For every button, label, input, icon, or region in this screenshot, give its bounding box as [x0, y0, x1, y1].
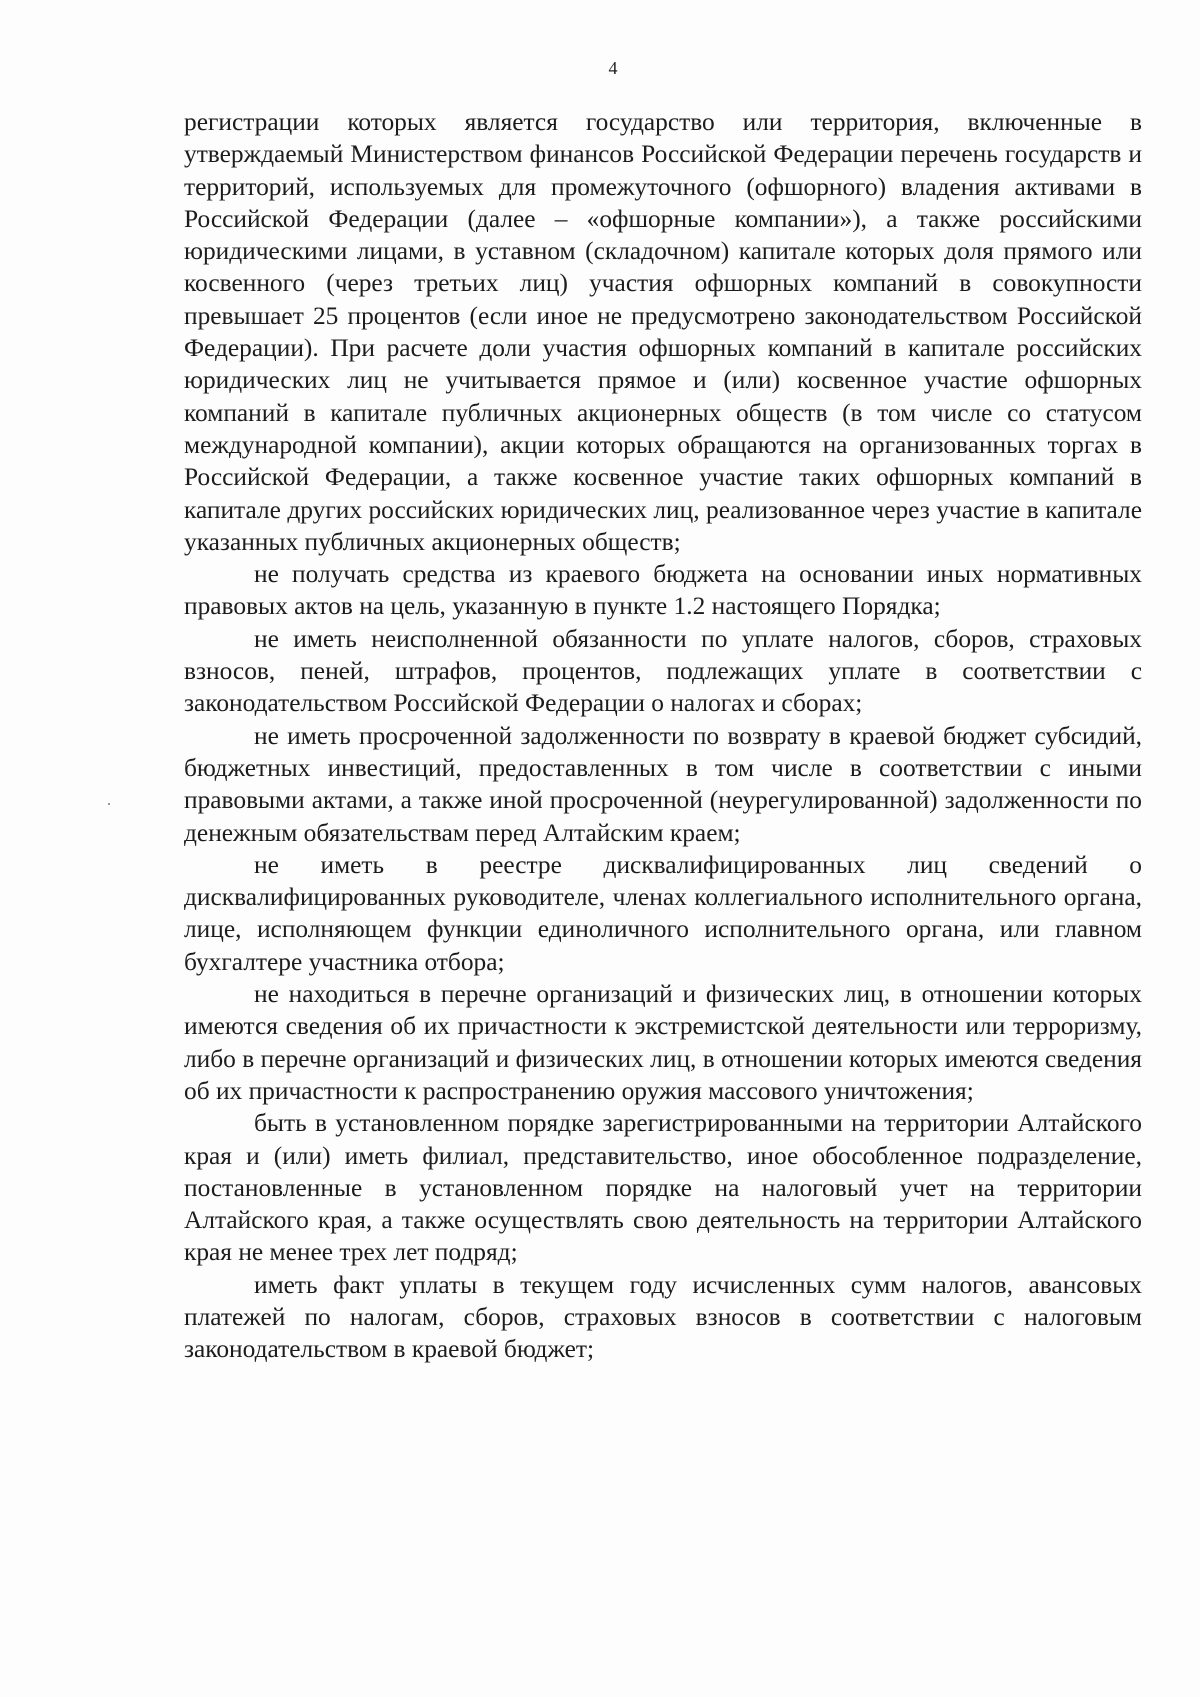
- page-number: 4: [608, 58, 618, 78]
- paragraph-extremism-list: не находиться в перечне организаций и физических лиц, в отношении которых имеются сведения об их причастности к экстремистской деятельности или терроризму, либо в перечне организаций и физических лиц, в отношении которых имеются сведения об их причастности к распространению оружия массового уничтожения;: [184, 980, 1142, 1105]
- paragraph-offshore-companies: регистрации которых является государство или территория, включенные в утверждаемый Министерством финансов Российской Федерации перечень государств и территорий, используемых для промежуточного (офшорного) владения активами в Российской Федерации (далее – «офшорные компании»), а также российскими юридическими лицами, в уставном (складочном) капитале которых доля прямого или косвенного (через третьих лиц) участия офшорных компаний в совокупности превышает 25 процентов (если иное не предусмотрено законодательством Российской Федерации). При расчете доли участия офшорных компаний в капитале российских юридических лиц не учитывается прямое и (или) косвенное участие офшорных компаний в капитале публичных акционерных обществ (в том числе со статусом международной компании), акции которых обращаются на организованных торгах в Российской Федерации, а также косвенное участие таких офшорных компаний в капитале других российских юридических лиц, реализованное через участие в капитале указанных публичных акционерных обществ;: [184, 108, 1142, 556]
- paragraph-tax-payment-fact: иметь факт уплаты в текущем году исчисленных сумм налогов, авансовых платежей по налогам, сборов, страховых взносов в соответствии с налоговым законодательством в краевой бюджет;: [184, 1270, 1142, 1364]
- paragraph-no-overdue-debt: не иметь просроченной задолженности по возврату в краевой бюджет субсидий, бюджетных инвестиций, предоставленных в том числе в соответствии с иными правовыми актами, а также иной просроченной (неурегулированной) задолженности по денежным обязательствам перед Алтайским краем;: [184, 721, 1142, 847]
- paragraph-disqualified-persons: не иметь в реестре дисквалифицированных лиц сведений о дисквалифицированных руководителе, членах коллегиального исполнительного органа, лице, исполняющем функции единоличного исполнительного органа, или главном бухгалтере участника отбора;: [184, 850, 1142, 976]
- paragraph-no-tax-obligations: не иметь неисполненной обязанности по уплате налогов, сборов, страховых взносов, пеней, штрафов, процентов, подлежащих уплате в соответствии с законодательством Российской Федерации о налогах и сборах;: [184, 624, 1142, 718]
- paragraph-registration-altai: быть в установленном порядке зарегистрированными на территории Алтайского края и (или) иметь филиал, представительство, иное обособленное подразделение, постановленные в установленном порядке на налоговый учет на территории Алтайского края, а также осуществлять свою деятельность на территории Алтайского края не менее трех лет подряд;: [184, 1109, 1142, 1267]
- document-body: [184, 106, 1142, 1366]
- paragraph-no-other-budget-funds: не получать средства из краевого бюджета на основании иных нормативных правовых актов на цель, указанную в пункте 1.2 настоящего Порядка;: [184, 560, 1142, 621]
- scan-speck: [108, 803, 110, 805]
